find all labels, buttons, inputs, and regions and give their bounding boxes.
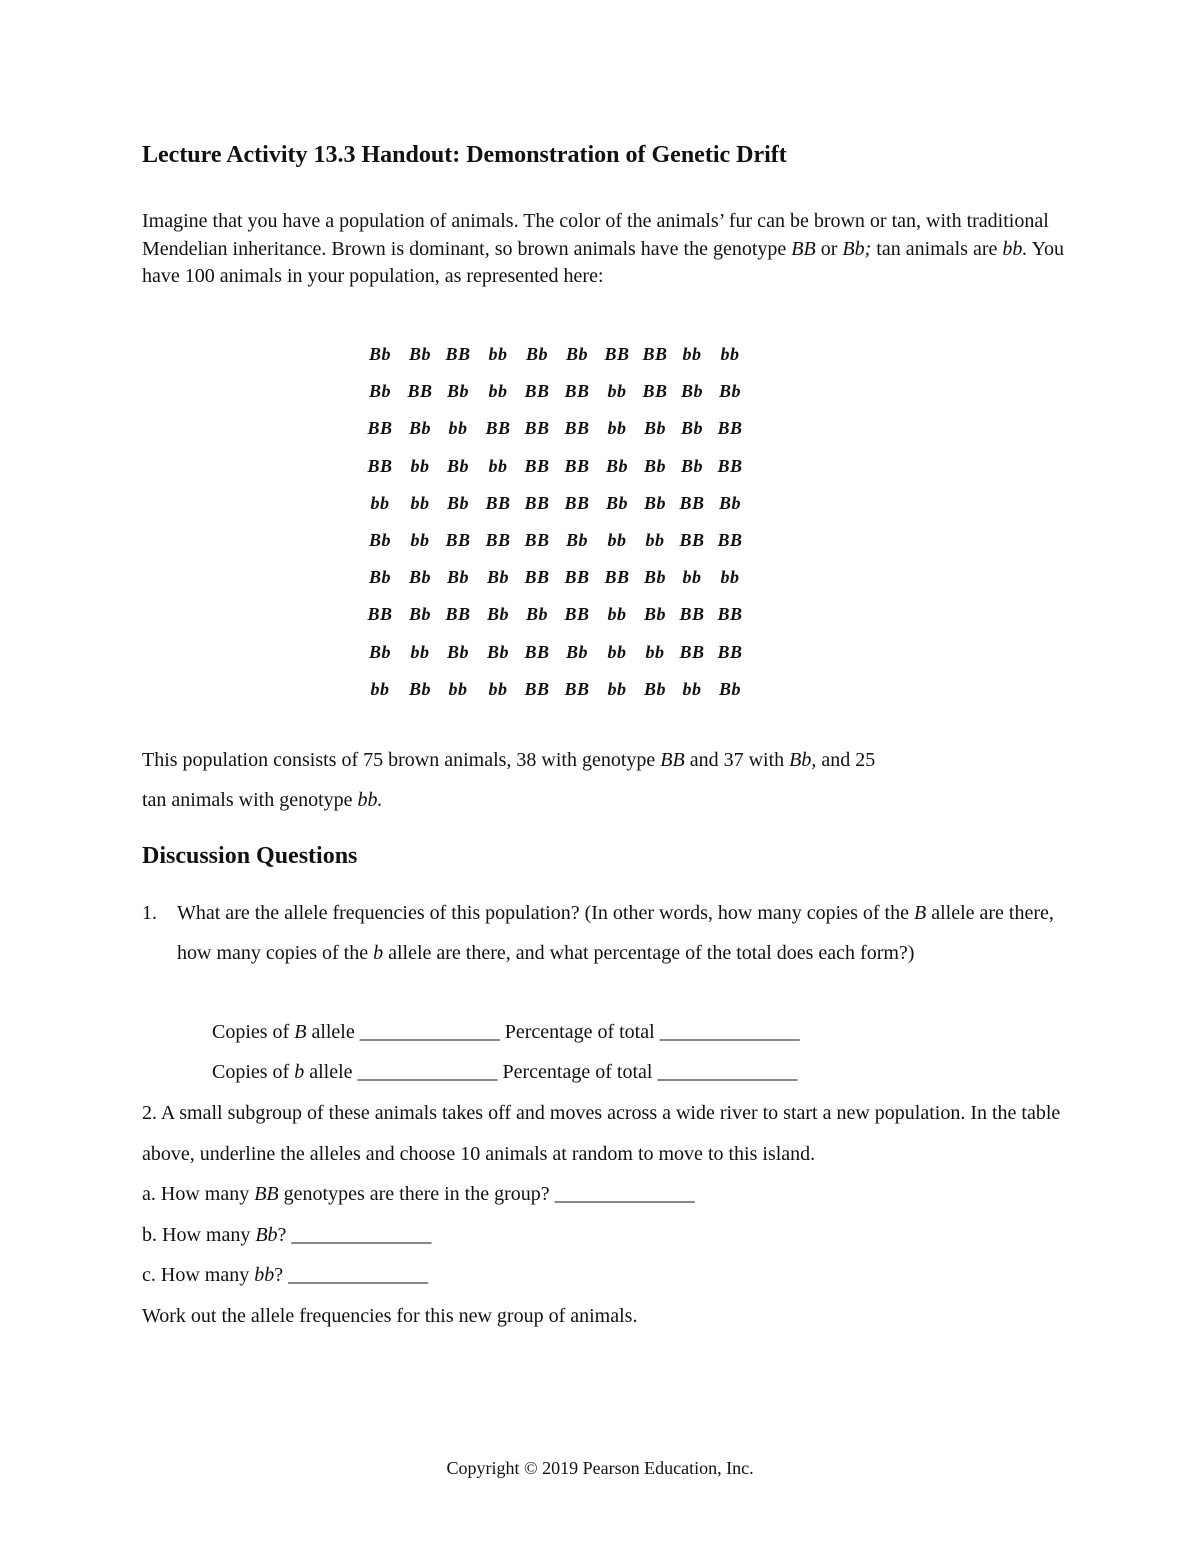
genotype-cell[interactable]: BB	[367, 418, 393, 439]
genotype-cell[interactable]: Bb	[486, 567, 509, 588]
genotype-cell[interactable]: BB	[717, 604, 743, 625]
genotype-cell[interactable]: bb	[488, 678, 508, 699]
genotype-cell[interactable]: Bb	[446, 381, 469, 402]
genotype-cell[interactable]: bb	[607, 604, 627, 625]
q1-answer-row-b[interactable]	[212, 1052, 797, 1092]
genotype-cell[interactable]: BB	[485, 529, 511, 550]
summary-text-1: This population consists of 75 brown animals, 38 with genotype	[142, 749, 661, 771]
genotype-row	[360, 489, 760, 526]
genotype-cell[interactable]: bb	[370, 492, 390, 513]
genotype-cell[interactable]: bb	[488, 344, 508, 364]
q1-text-2: allele are there, how many copies of the	[177, 902, 1054, 964]
genotype-term: bb.	[1002, 237, 1028, 260]
summary-text-3: and 25	[816, 749, 876, 771]
row-blanks: allele ______________ Percentage of total ______________	[306, 1021, 800, 1043]
q1-text-1: What are the allele frequencies of this population? (In other words, how many copies of the	[177, 902, 914, 924]
q2b-prefix: b. How many	[142, 1223, 256, 1246]
genotype-row	[360, 563, 760, 600]
genotype-cell[interactable]: BB	[564, 381, 590, 402]
genotype-cell[interactable]: Bb	[680, 381, 703, 402]
genotype-cell[interactable]: BB	[642, 381, 668, 402]
question-1	[142, 893, 1072, 973]
question-1-text	[177, 893, 1072, 973]
genotype-cell[interactable]: Bb	[408, 567, 431, 588]
intro-text-1: Imagine that you have a population of animals. The color of the animals’ fur can be brown or tan, with traditional Mendelian inheritance. Brown is dominant, so brown animals have the genotype	[142, 210, 1049, 260]
genotype-cell[interactable]: BB	[642, 344, 668, 364]
genotype-cell[interactable]: bb	[682, 344, 702, 364]
genotype-row	[360, 675, 760, 712]
genotype-cell[interactable]: Bb	[680, 418, 703, 439]
genotype-term: bb	[254, 1264, 275, 1286]
genotype-row	[360, 526, 760, 563]
intro-paragraph	[142, 208, 1072, 291]
genotype-term: Bb,	[789, 749, 817, 771]
q2-closing: Work out the allele frequencies for this new group of animals.	[142, 1304, 638, 1327]
genotype-cell[interactable]: Bb	[643, 567, 666, 588]
genotype-row	[360, 638, 760, 675]
allele-term: B	[294, 1021, 307, 1043]
genotype-term: bb.	[357, 789, 383, 811]
genotype-cell[interactable]: BB	[524, 641, 550, 662]
genotype-cell[interactable]: BB	[524, 381, 550, 402]
genotype-cell[interactable]: Bb	[565, 641, 588, 662]
genotype-cell[interactable]: bb	[607, 418, 627, 439]
genotype-cell[interactable]: Bb	[718, 678, 741, 699]
genotype-cell[interactable]: BB	[485, 492, 511, 513]
genotype-cell[interactable]: Bb	[643, 604, 666, 625]
question-number: 1.	[142, 902, 157, 924]
genotype-cell[interactable]: Bb	[565, 529, 588, 550]
q2-part-b[interactable]	[142, 1215, 1072, 1256]
genotype-cell[interactable]: BB	[604, 344, 630, 364]
genotype-cell[interactable]: Bb	[643, 455, 666, 476]
genotype-cell[interactable]: Bb	[680, 455, 703, 476]
genotype-cell[interactable]: BB	[524, 567, 550, 588]
genotype-cell[interactable]: Bb	[643, 678, 666, 699]
summary-text-2: and 37 with	[684, 749, 790, 771]
genotype-cell[interactable]: BB	[564, 455, 590, 476]
genotype-cell[interactable]: bb	[607, 529, 627, 550]
genotype-cell[interactable]: bb	[645, 529, 665, 550]
genotype-cell[interactable]: BB	[679, 492, 705, 513]
genotype-cell[interactable]: BB	[445, 529, 471, 550]
genotype-cell[interactable]: BB	[524, 529, 550, 550]
genotype-row	[360, 414, 760, 451]
genotype-cell[interactable]: Bb	[446, 492, 469, 513]
genotype-cell[interactable]: Bb	[605, 492, 628, 513]
genotype-cell[interactable]: BB	[717, 529, 743, 550]
genotype-cell[interactable]: BB	[717, 641, 743, 662]
genotype-cell[interactable]: BB	[564, 678, 590, 699]
population-summary	[142, 740, 1072, 820]
genotype-cell[interactable]: bb	[720, 567, 740, 588]
summary-text-4: tan animals with genotype	[142, 789, 358, 811]
genotype-cell[interactable]: bb	[607, 381, 627, 402]
genotype-cell[interactable]: bb	[448, 678, 468, 699]
genotype-cell[interactable]: bb	[720, 344, 740, 364]
genotype-cell[interactable]: BB	[604, 567, 630, 588]
genotype-row	[360, 377, 760, 414]
q2c-prefix: c. How many	[142, 1264, 255, 1286]
genotype-cell[interactable]: BB	[524, 492, 550, 513]
intro-text-3: tan animals are	[871, 237, 1003, 260]
genotype-cell[interactable]: bb	[410, 529, 430, 550]
genotype-cell[interactable]: Bb	[408, 678, 431, 699]
genotype-cell[interactable]: Bb	[446, 455, 469, 476]
genotype-cell[interactable]: BB	[367, 455, 393, 476]
genotype-cell[interactable]: Bb	[368, 567, 391, 588]
genotype-cell[interactable]: BB	[564, 604, 590, 625]
genotype-cell[interactable]: Bb	[408, 344, 431, 364]
genotype-cell[interactable]: BB	[445, 604, 471, 625]
q2a-suffix: genotypes are there in the group? ______________	[278, 1183, 695, 1205]
genotype-cell[interactable]: Bb	[605, 455, 628, 476]
page-title: Lecture Activity 13.3 Handout: Demonstration of Genetic Drift	[142, 142, 787, 168]
genotype-cell[interactable]: Bb	[718, 492, 741, 513]
genotype-cell[interactable]: bb	[370, 678, 390, 699]
genotype-row	[360, 452, 760, 489]
copyright-footer: Copyright © 2019 Pearson Education, Inc.	[446, 1458, 754, 1478]
allele-term: b	[373, 942, 384, 964]
genotype-row	[360, 600, 760, 637]
q2-part-c[interactable]	[142, 1255, 1072, 1296]
genotype-cell[interactable]: Bb	[368, 381, 391, 402]
q2c-suffix: ? ______________	[274, 1264, 429, 1286]
allele-term: B	[913, 902, 927, 924]
genotype-cell[interactable]: BB	[679, 529, 705, 550]
genotype-cell[interactable]: Bb	[643, 418, 666, 439]
genotype-cell[interactable]: Bb	[408, 604, 431, 625]
genotype-cell[interactable]: BB	[524, 418, 550, 439]
intro-text-2: or	[815, 237, 843, 260]
q2-intro: 2. A small subgroup of these animals takes off and moves across a wide river to start a new population. In the table above, underline the alleles and choose 10 animals at random to move to this island.	[142, 1102, 1061, 1165]
genotype-cell[interactable]: BB	[679, 641, 705, 662]
genotype-cell[interactable]: bb	[448, 418, 468, 439]
q2-part-a[interactable]	[142, 1174, 1072, 1215]
genotype-cell[interactable]: Bb	[368, 344, 391, 364]
genotype-cell[interactable]: bb	[682, 567, 702, 588]
genotype-cell[interactable]: BB	[367, 604, 393, 625]
row-blanks: allele ______________ Percentage of total ______________	[304, 1061, 798, 1083]
genotype-row	[360, 340, 760, 377]
allele-term: b	[294, 1061, 305, 1083]
q1-text-3: allele are there, and what percentage of the total does each form?)	[383, 942, 915, 964]
genotype-cell[interactable]: bb	[607, 678, 627, 699]
genotype-cell[interactable]: BB	[679, 604, 705, 625]
genotype-cell[interactable]: Bb	[368, 529, 391, 550]
genotype-cell[interactable]: Bb	[525, 344, 548, 364]
genotype-cell[interactable]: BB	[524, 678, 550, 699]
genotype-cell[interactable]: BB	[717, 418, 743, 439]
genotype-grid	[360, 340, 760, 712]
genotype-term: Bb;	[842, 237, 872, 260]
genotype-cell[interactable]: BB	[564, 567, 590, 588]
genotype-cell[interactable]: bb	[410, 641, 430, 662]
genotype-term: BB	[660, 749, 685, 771]
genotype-cell[interactable]: BB	[717, 455, 743, 476]
genotype-cell[interactable]: Bb	[408, 418, 431, 439]
row-prefix: Copies of	[212, 1061, 295, 1083]
genotype-cell[interactable]: Bb	[446, 641, 469, 662]
genotype-cell[interactable]: bb	[410, 455, 430, 476]
genotype-cell[interactable]: BB	[564, 418, 590, 439]
genotype-term: Bb	[255, 1223, 278, 1246]
genotype-cell[interactable]: Bb	[486, 604, 509, 625]
q2a-prefix: a. How many	[142, 1183, 255, 1205]
intro-text-4: You have 100 animals in your population, as represented here:	[142, 237, 1065, 287]
genotype-cell[interactable]: bb	[645, 641, 665, 662]
genotype-cell[interactable]: bb	[488, 381, 508, 402]
q1-answer-row-B[interactable]	[212, 1012, 800, 1052]
genotype-cell[interactable]: bb	[682, 678, 702, 699]
genotype-cell[interactable]: Bb	[368, 641, 391, 662]
genotype-term: BB	[254, 1183, 279, 1205]
genotype-cell[interactable]: bb	[607, 641, 627, 662]
genotype-cell[interactable]: bb	[410, 492, 430, 513]
question-2	[142, 1093, 1072, 1336]
genotype-cell[interactable]: Bb	[643, 492, 666, 513]
genotype-cell[interactable]: BB	[524, 455, 550, 476]
discussion-heading: Discussion Questions	[142, 843, 358, 869]
q2b-suffix: ? ______________	[277, 1223, 432, 1246]
genotype-cell[interactable]: BB	[564, 492, 590, 513]
genotype-cell[interactable]: bb	[488, 455, 508, 476]
genotype-cell[interactable]: Bb	[525, 604, 548, 625]
genotype-term: BB	[791, 237, 816, 260]
genotype-cell[interactable]: BB	[407, 381, 433, 402]
row-prefix: Copies of	[212, 1021, 295, 1043]
genotype-cell[interactable]: Bb	[565, 344, 588, 364]
genotype-cell[interactable]: Bb	[446, 567, 469, 588]
genotype-cell[interactable]: BB	[485, 418, 511, 439]
genotype-cell[interactable]: Bb	[486, 641, 509, 662]
genotype-cell[interactable]: BB	[445, 344, 471, 364]
genotype-cell[interactable]: Bb	[718, 381, 741, 402]
